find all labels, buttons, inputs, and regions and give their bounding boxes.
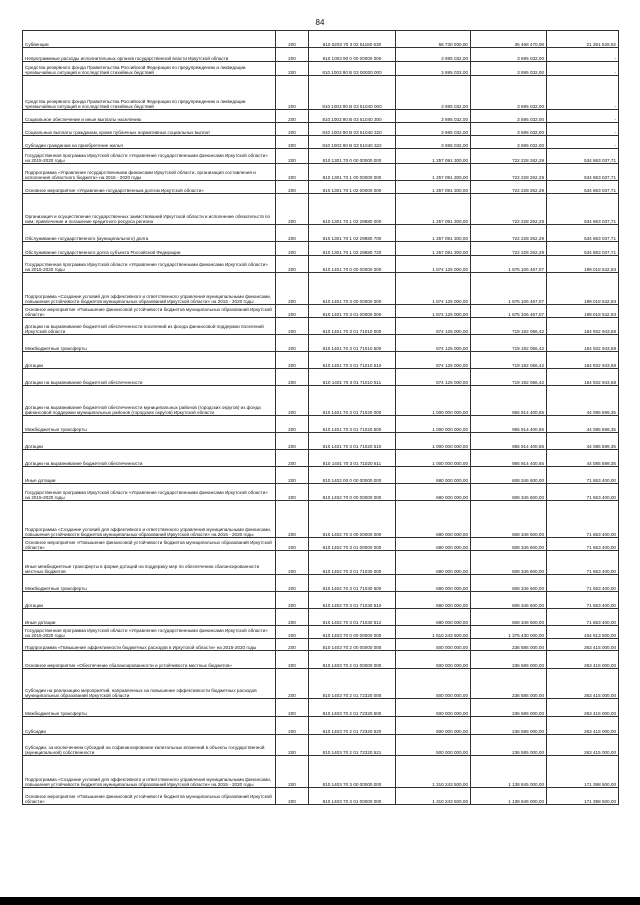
table-cell-code: 810 1301 70 1 00 00000 000 [309, 164, 396, 181]
table-cell-name: Государственная программа Иркутской области «Управление государственными финансами Иркутской области» на 2015-2020 годы [23, 149, 276, 164]
table-cell-name: Дотации на выравнивание бюджетной обеспеченности [23, 369, 276, 386]
table-cell-ved: 200 [276, 194, 309, 225]
table-cell-plan: 500 000 000,00 [396, 639, 471, 651]
table-row [23, 756, 619, 788]
table-cell-fact: 955 914 400,65 [471, 450, 547, 467]
table-cell-rest: 71 653 400,00 [547, 592, 619, 609]
table-cell-fact: 35 468 470,08 [471, 31, 547, 48]
table-cell-fact: 608 346 600,00 [471, 609, 547, 626]
table-cell-name: Дотации на выравнивание бюджетной обеспеченности [23, 450, 276, 467]
table-cell-ved: 200 [276, 386, 309, 416]
table-cell-plan: 3 695 032,00 [396, 136, 471, 149]
table-row [23, 48, 619, 62]
table-cell-plan: 1 257 091 300,00 [396, 194, 471, 225]
table-cell-code: 810 1403 70 2 01 00000 000 [309, 651, 396, 669]
table-cell-ved: 200 [276, 110, 309, 123]
table-cell-ved: 200 [276, 551, 309, 575]
table-row [23, 273, 619, 305]
table-row [23, 551, 619, 575]
table-cell-plan: 680 000 000,00 [396, 551, 471, 575]
table-cell-plan: 1 257 091 300,00 [396, 225, 471, 242]
table-cell-ved: 200 [276, 669, 309, 699]
table-cell-name: Субсидии гражданам на приобретение жилья [23, 136, 276, 149]
table-row [23, 164, 619, 181]
table-cell-ved: 200 [276, 149, 309, 164]
table-cell-name: Иные дотации [23, 609, 276, 626]
table-cell-rest: 154 932 943,58 [547, 352, 619, 369]
table-cell-name: Средства резервного фонда Правительства Российской Федерации по предупреждению и ликвидации чрезвычайных ситуаций и последствий стихийных бедствий [23, 76, 276, 110]
table-cell-rest: 534 863 037,71 [547, 194, 619, 225]
table-cell-code: 810 1003 90 В 03 51040 322 [309, 136, 396, 149]
table-cell-name: Субсидии на реализацию мероприятий, направленных на повышение эффективности бюджетных расходов муниципальных образований Иркутской области [23, 669, 276, 699]
table-row [23, 788, 619, 805]
table-cell-code: 810 1401 70 0 00 00000 000 [309, 256, 396, 273]
table-cell-name: Обслуживание государственного долга субъекта Российской Федерации [23, 242, 276, 256]
table-cell-ved: 200 [276, 76, 309, 110]
table-cell-fact: 719 192 056,42 [471, 335, 547, 352]
table-cell-name: Дотации [23, 433, 276, 450]
table-cell-plan: 1 874 125 000,00 [396, 305, 471, 318]
table-cell-fact: 722 228 262,29 [471, 164, 547, 181]
table-cell-code: 810 1003 90 В 03 51040 300 [309, 110, 396, 123]
page-number: 84 [315, 18, 325, 27]
table-cell-name: Социальное обеспечение и иные выплаты населению [23, 110, 276, 123]
table-cell-ved: 200 [276, 575, 309, 592]
table-cell-ved: 200 [276, 318, 309, 335]
table-cell-plan: 1 000 000 000,00 [396, 386, 471, 416]
table-cell-fact: 3 695 032,00 [471, 62, 547, 76]
table-cell-fact: 3 695 032,00 [471, 48, 547, 62]
table-cell-rest: 71 653 400,00 [547, 467, 619, 484]
table-cell-name: Межбюджетные трансферты [23, 416, 276, 433]
table-cell-ved: 200 [276, 62, 309, 76]
table-cell-code: 810 1403 70 2 00 00000 000 [309, 639, 396, 651]
table-cell-name: Основное мероприятие «Обеспечение сбалансированности и устойчивости местных бюджетов» [23, 651, 276, 669]
table-cell-name: Дотации на выравнивание бюджетной обеспеченности поселений из фонда финансовой поддержки поселений Иркутской области [23, 318, 276, 335]
table-cell-rest: 71 653 400,00 [547, 484, 619, 501]
table-cell-plan: 1 257 091 300,00 [396, 149, 471, 164]
table-cell-ved: 200 [276, 335, 309, 352]
table-cell-fact: 1 675 106 457,07 [471, 273, 547, 305]
table-cell-code: 810 1401 70 3 01 71020 000 [309, 386, 396, 416]
table-cell-fact: 719 192 056,42 [471, 318, 547, 335]
table-cell-rest: 534 863 037,71 [547, 164, 619, 181]
table-cell-fact: 608 346 600,00 [471, 484, 547, 501]
table-cell-name: Государственная программа Иркутской области «Управление государственными финансами Иркутской области» на 2015-2020 годы [23, 256, 276, 273]
table-cell-name: Иные дотации [23, 467, 276, 484]
table-cell-code: 810 1402 70 3 01 71030 510 [309, 592, 396, 609]
bottom-border-bar [0, 897, 640, 905]
table-cell-name: Средства резервного фонда Правительства Российской Федерации по предупреждению и ликвидации чрезвычайных ситуаций и последствий стихийных бедствий [23, 62, 276, 76]
table-cell-code: 810 1401 70 3 01 71010 500 [309, 335, 396, 352]
table-cell-fact: 3 695 032,00 [471, 123, 547, 136]
table-cell-rest: 44 085 599,35 [547, 450, 619, 467]
table-cell-name: Основное мероприятие «Повышение финансовой устойчивости бюджетов муниципальных образований Иркутской области» [23, 305, 276, 318]
table-row [23, 450, 619, 467]
table-cell-ved: 200 [276, 699, 309, 717]
table-cell-plan: 1 257 091 300,00 [396, 242, 471, 256]
table-row [23, 501, 619, 538]
table-row [23, 149, 619, 164]
table-row [23, 386, 619, 416]
table-cell-plan: 874 125 000,00 [396, 352, 471, 369]
table-row [23, 609, 619, 626]
table-cell-rest: 263 415 000,00 [547, 699, 619, 717]
table-cell-fact: 3 695 032,00 [471, 136, 547, 149]
table-cell-plan: 3 695 032,00 [396, 123, 471, 136]
table-row [23, 242, 619, 256]
table-cell-name: Подпрограмма «Создание условий для эффективного и ответственного управления муниципальными финансами, повышения устойчивости бюджетов муниципальных образований Иркутской области» на 2015 - 2020 годы [23, 501, 276, 538]
table-cell-name: Подпрограмма «Создание условий для эффективного и ответственного управления муниципальными финансами, повышения устойчивости бюджетов муниципальных образований Иркутской области» на 2015 - 2020 годы [23, 273, 276, 305]
table-cell-ved: 200 [276, 433, 309, 450]
table-cell-name: Межбюджетные трансферты [23, 699, 276, 717]
table-cell-code: 810 0203 70 3 02 51180 530 [309, 31, 396, 48]
table-cell-name: Иные межбюджетные трансферты в форме дотаций на поддержку мер по обеспечению сбалансированности местных бюджетов [23, 551, 276, 575]
table-cell-fact: 1 675 106 457,07 [471, 256, 547, 273]
table-cell-rest: - [547, 123, 619, 136]
table-cell-plan: 1 874 125 000,00 [396, 256, 471, 273]
table-cell-code: 810 1301 70 1 02 00000 000 [309, 181, 396, 194]
table-cell-fact: 3 695 032,00 [471, 76, 547, 110]
table-cell-fact: 608 346 600,00 [471, 592, 547, 609]
table-cell-name: Основное мероприятие «Управление государственным долгом Иркутской области» [23, 181, 276, 194]
table-row [23, 484, 619, 501]
table-cell-name: Подпрограмма «Управление государственными финансами Иркутской области, организация составления и исполнения областного бюджета» на 2015 - 2020 годы [23, 164, 276, 181]
table-cell-ved: 200 [276, 626, 309, 639]
table-row [23, 318, 619, 335]
table-cell-rest: 154 932 943,58 [547, 318, 619, 335]
table-cell-code: 810 1402 70 3 01 00000 000 [309, 538, 396, 551]
table-cell-fact: 955 914 400,65 [471, 433, 547, 450]
table-cell-code: 810 1402 70 3 01 71030 512 [309, 609, 396, 626]
table-cell-name: Межбюджетные трансферты [23, 575, 276, 592]
table-row [23, 181, 619, 194]
table-cell-code: 810 1301 70 1 02 29880 700 [309, 225, 396, 242]
table-cell-name: Государственная программа Иркутской области «Управление государственными финансами Иркутской области» на 2015-2020 годы [23, 484, 276, 501]
table-row [23, 735, 619, 756]
table-row [23, 433, 619, 450]
table-cell-ved: 200 [276, 225, 309, 242]
table-cell-fact: 719 192 056,42 [471, 352, 547, 369]
table-cell-name: Подпрограмма «Создание условий для эффективного и ответственного управления муниципальными финансами, повышения устойчивости бюджетов муниципальных образований Иркутской области» на 2015 - 2020 годы [23, 756, 276, 788]
table-cell-fact: 608 346 600,00 [471, 575, 547, 592]
table-cell-ved: 200 [276, 256, 309, 273]
table-cell-ved: 200 [276, 242, 309, 256]
table-cell-fact: 236 585 000,00 [471, 669, 547, 699]
table-cell-code: 810 1003 90 В 03 51040 000 [309, 76, 396, 110]
table-cell-plan: 500 000 000,00 [396, 651, 471, 669]
table-cell-code: 810 1401 70 3 01 71010 511 [309, 369, 396, 386]
table-cell-ved: 200 [276, 273, 309, 305]
table-cell-ved: 200 [276, 48, 309, 62]
table-cell-ved: 200 [276, 592, 309, 609]
table-cell-fact: 719 192 056,42 [471, 369, 547, 386]
table-cell-name: Подпрограмма «Повышение эффективности бюджетных расходов в Иркутской области» на 2015-2020 годы [23, 639, 276, 651]
table-cell-ved: 200 [276, 352, 309, 369]
table-cell-ved: 200 [276, 639, 309, 651]
table-cell-ved: 200 [276, 416, 309, 433]
table-cell-plan: 1 000 000 000,00 [396, 450, 471, 467]
table-cell-fact: 1 138 845 000,00 [471, 788, 547, 805]
table-row [23, 651, 619, 669]
table-cell-code: 810 1403 70 0 00 00000 000 [309, 626, 396, 639]
table-cell-fact: 236 585 000,00 [471, 639, 547, 651]
table-cell-fact: 608 346 600,00 [471, 538, 547, 551]
table-row [23, 194, 619, 225]
table-row [23, 626, 619, 639]
table-cell-fact: 722 228 262,29 [471, 242, 547, 256]
table-cell-plan: 3 695 032,00 [396, 62, 471, 76]
table-cell-rest: 44 085 599,35 [547, 386, 619, 416]
table-cell-ved: 200 [276, 788, 309, 805]
table-cell-name: Субвенции [23, 31, 276, 48]
table-row [23, 31, 619, 48]
table-cell-rest: - [547, 62, 619, 76]
table-cell-ved: 200 [276, 305, 309, 318]
table-cell-name: Субсидии [23, 717, 276, 735]
table-row [23, 369, 619, 386]
table-cell-plan: 874 125 000,00 [396, 335, 471, 352]
table-cell-plan: 500 000 000,00 [396, 669, 471, 699]
table-cell-fact: 722 228 262,29 [471, 225, 547, 242]
table-cell-code: 810 1403 70 2 01 72320 500 [309, 699, 396, 717]
table-cell-fact: 1 675 106 457,07 [471, 305, 547, 318]
table-cell-plan: 680 000 000,00 [396, 575, 471, 592]
table-cell-ved: 200 [276, 31, 309, 48]
table-cell-code: 810 1401 70 3 01 71020 511 [309, 450, 396, 467]
table-cell-rest: 71 653 400,00 [547, 609, 619, 626]
table-cell-rest: 263 415 000,00 [547, 735, 619, 756]
table-cell-rest: 199 018 542,93 [547, 256, 619, 273]
table-cell-plan: 3 695 032,00 [396, 76, 471, 110]
table-cell-code: 810 1401 70 3 01 71010 000 [309, 318, 396, 335]
table-cell-fact: 608 346 600,00 [471, 467, 547, 484]
table-cell-fact: 955 914 400,65 [471, 416, 547, 433]
table-cell-plan: 56 730 000,00 [396, 31, 471, 48]
table-cell-plan: 3 695 032,00 [396, 48, 471, 62]
table-cell-fact: 722 228 262,29 [471, 149, 547, 164]
table-cell-rest: 534 863 037,71 [547, 225, 619, 242]
table-cell-code: 810 1402 70 3 01 71030 500 [309, 575, 396, 592]
table-cell-rest: 171 398 500,00 [547, 756, 619, 788]
table-cell-rest: 434 813 500,00 [547, 626, 619, 639]
table-cell-rest: - [547, 110, 619, 123]
table-row [23, 62, 619, 76]
table-cell-name: Обслуживание государственного (муниципального) долга [23, 225, 276, 242]
table-cell-plan: 1 310 243 500,00 [396, 756, 471, 788]
table-cell-plan: 680 000 000,00 [396, 484, 471, 501]
table-cell-plan: 1 874 125 000,00 [396, 273, 471, 305]
table-cell-name: Межбюджетные трансферты [23, 335, 276, 352]
table-cell-ved: 200 [276, 369, 309, 386]
table-cell-ved: 200 [276, 136, 309, 149]
table-cell-code: 810 1401 70 3 00 00000 000 [309, 273, 396, 305]
table-cell-plan: 1 000 000 000,00 [396, 416, 471, 433]
table-row [23, 123, 619, 136]
table-row [23, 538, 619, 551]
table-cell-rest: 534 863 037,71 [547, 242, 619, 256]
table-cell-plan: 1 000 000 000,00 [396, 433, 471, 450]
table-cell-plan: 1 257 091 300,00 [396, 181, 471, 194]
table-cell-fact: 608 346 600,00 [471, 501, 547, 538]
table-cell-ved: 200 [276, 756, 309, 788]
table-cell-rest: 71 653 400,00 [547, 501, 619, 538]
table-cell-ved: 200 [276, 501, 309, 538]
table-row [23, 717, 619, 735]
table-cell-code: 810 1401 70 3 01 71010 510 [309, 352, 396, 369]
table-cell-code: 810 1402 00 0 00 00000 000 [309, 467, 396, 484]
table-cell-fact: 3 695 032,00 [471, 110, 547, 123]
table-cell-name: Организация и осуществление государственных заимствований Иркутской области и исполнение обязательств по ним, привлечение и погашение кредитного ресурса региона [23, 194, 276, 225]
table-cell-name: Дотации [23, 592, 276, 609]
table-cell-rest: 199 018 542,93 [547, 305, 619, 318]
table-cell-plan: 1 310 243 500,00 [396, 788, 471, 805]
table-row [23, 76, 619, 110]
table-cell-plan: 680 000 000,00 [396, 609, 471, 626]
table-cell-ved: 200 [276, 717, 309, 735]
table-cell-ved: 200 [276, 484, 309, 501]
table-cell-rest: 71 653 400,00 [547, 575, 619, 592]
table-cell-rest: 154 932 943,58 [547, 335, 619, 352]
table-cell-plan: 680 000 000,00 [396, 538, 471, 551]
table-row [23, 592, 619, 609]
table-cell-code: 810 1003 90 В 03 51040 320 [309, 123, 396, 136]
table-cell-code: 810 1401 70 3 01 00000 000 [309, 305, 396, 318]
table-cell-code: 810 1403 70 3 01 00000 000 [309, 788, 396, 805]
table-cell-plan: 1 257 091 300,00 [396, 164, 471, 181]
table-cell-rest: 534 863 037,71 [547, 181, 619, 194]
table-cell-plan: 680 000 000,00 [396, 501, 471, 538]
table-cell-fact: 236 585 000,00 [471, 717, 547, 735]
table-cell-ved: 200 [276, 181, 309, 194]
table-cell-code: 810 1401 70 3 01 71020 500 [309, 416, 396, 433]
table-cell-rest: - [547, 48, 619, 62]
table-cell-ved: 200 [276, 450, 309, 467]
table-row [23, 256, 619, 273]
table-cell-plan: 874 125 000,00 [396, 318, 471, 335]
table-cell-fact: 722 228 262,29 [471, 181, 547, 194]
table-cell-code: 810 1003 90 0 00 00000 000 [309, 48, 396, 62]
table-cell-ved: 200 [276, 123, 309, 136]
table-row [23, 305, 619, 318]
table-cell-code: 810 1402 70 3 00 00000 000 [309, 501, 396, 538]
table-cell-name: Дотации [23, 352, 276, 369]
table-cell-plan: 680 000 000,00 [396, 592, 471, 609]
table-cell-rest: 21 261 529,92 [547, 31, 619, 48]
table-cell-fact: 1 375 430 000,00 [471, 626, 547, 639]
table-row [23, 467, 619, 484]
table-cell-rest: 44 085 599,35 [547, 433, 619, 450]
table-cell-code: 810 1403 70 3 00 00000 000 [309, 756, 396, 788]
table-cell-code: 810 1403 70 2 01 72320 000 [309, 669, 396, 699]
table-cell-fact: 955 914 400,65 [471, 386, 547, 416]
table-cell-fact: 608 346 600,00 [471, 551, 547, 575]
table-cell-fact: 722 228 262,29 [471, 194, 547, 225]
table-cell-code: 810 1301 70 0 00 00000 000 [309, 149, 396, 164]
table-cell-rest: 263 415 000,00 [547, 639, 619, 651]
table-row [23, 110, 619, 123]
table-cell-rest: 71 653 400,00 [547, 551, 619, 575]
table-cell-ved: 200 [276, 735, 309, 756]
table-cell-name: Непрограммные расходы исполнительных органов государственной власти Иркутской области [23, 48, 276, 62]
table-row [23, 136, 619, 149]
table-cell-rest: 263 415 000,00 [547, 651, 619, 669]
table-cell-name: Дотации на выравнивание бюджетной обеспеченности муниципальных районов (городских округов) из фонда финансовой поддержки муниципальных районов (городских округов) Иркутской области [23, 386, 276, 416]
table-cell-ved: 200 [276, 467, 309, 484]
table-cell-name: Государственная программа Иркутской области «Управление государственными финансами Иркутской области» на 2015-2020 годы [23, 626, 276, 639]
table-cell-code: 810 1403 70 2 01 72320 521 [309, 735, 396, 756]
table-cell-ved: 200 [276, 609, 309, 626]
table-cell-plan: 500 000 000,00 [396, 735, 471, 756]
table-cell-plan: 500 000 000,00 [396, 717, 471, 735]
table-row [23, 335, 619, 352]
table-cell-ved: 200 [276, 651, 309, 669]
table-row [23, 352, 619, 369]
table-cell-code: 810 1403 70 2 01 72320 520 [309, 717, 396, 735]
table-row [23, 669, 619, 699]
table-cell-fact: 236 585 000,00 [471, 735, 547, 756]
table-cell-name: Социальные выплаты гражданам, кроме публичных нормативных социальных выплат [23, 123, 276, 136]
table-cell-code: 810 1003 90 В 03 00000 000 [309, 62, 396, 76]
table-cell-rest: - [547, 76, 619, 110]
table-cell-plan: 680 000 000,00 [396, 467, 471, 484]
table-cell-rest: 263 415 000,00 [547, 717, 619, 735]
budget-table [22, 30, 619, 805]
table-row [23, 699, 619, 717]
table-cell-code: 810 1301 70 1 02 29880 000 [309, 194, 396, 225]
table-cell-rest: 263 415 000,00 [547, 669, 619, 699]
table-cell-code: 810 1401 70 3 01 71020 510 [309, 433, 396, 450]
table-cell-rest: 534 863 037,71 [547, 149, 619, 164]
table-row [23, 416, 619, 433]
table-row [23, 225, 619, 242]
table-cell-fact: 236 585 000,00 [471, 651, 547, 669]
table-cell-rest: - [547, 136, 619, 149]
table-cell-name: Основное мероприятие «Повышение финансовой устойчивости бюджетов муниципальных образований Иркутской области» [23, 538, 276, 551]
table-cell-name: Субсидии, за исключением субсидий на софинансирование капитальных вложений в объекты государственной (муниципальной) собственности [23, 735, 276, 756]
table-row [23, 639, 619, 651]
table-cell-plan: 3 695 032,00 [396, 110, 471, 123]
table-cell-plan: 500 000 000,00 [396, 699, 471, 717]
table-cell-code: 810 1402 70 0 00 00000 000 [309, 484, 396, 501]
table-cell-code: 810 1402 70 3 01 71030 000 [309, 551, 396, 575]
table-cell-fact: 236 585 000,00 [471, 699, 547, 717]
table-cell-fact: 1 138 845 000,00 [471, 756, 547, 788]
table-cell-rest: 154 932 943,58 [547, 369, 619, 386]
table-cell-plan: 874 125 000,00 [396, 369, 471, 386]
table-cell-plan: 1 810 243 500,00 [396, 626, 471, 639]
table-cell-ved: 200 [276, 164, 309, 181]
table-cell-rest: 71 653 400,00 [547, 538, 619, 551]
table-cell-rest: 199 018 542,93 [547, 273, 619, 305]
table-cell-code: 810 1301 70 1 02 29880 720 [309, 242, 396, 256]
table-cell-rest: 171 398 500,00 [547, 788, 619, 805]
table-cell-ved: 200 [276, 538, 309, 551]
table-cell-name: Основное мероприятие «Повышение финансовой устойчивости бюджетов муниципальных образований Иркутской области» [23, 788, 276, 805]
table-row [23, 575, 619, 592]
table-cell-rest: 44 085 599,35 [547, 416, 619, 433]
